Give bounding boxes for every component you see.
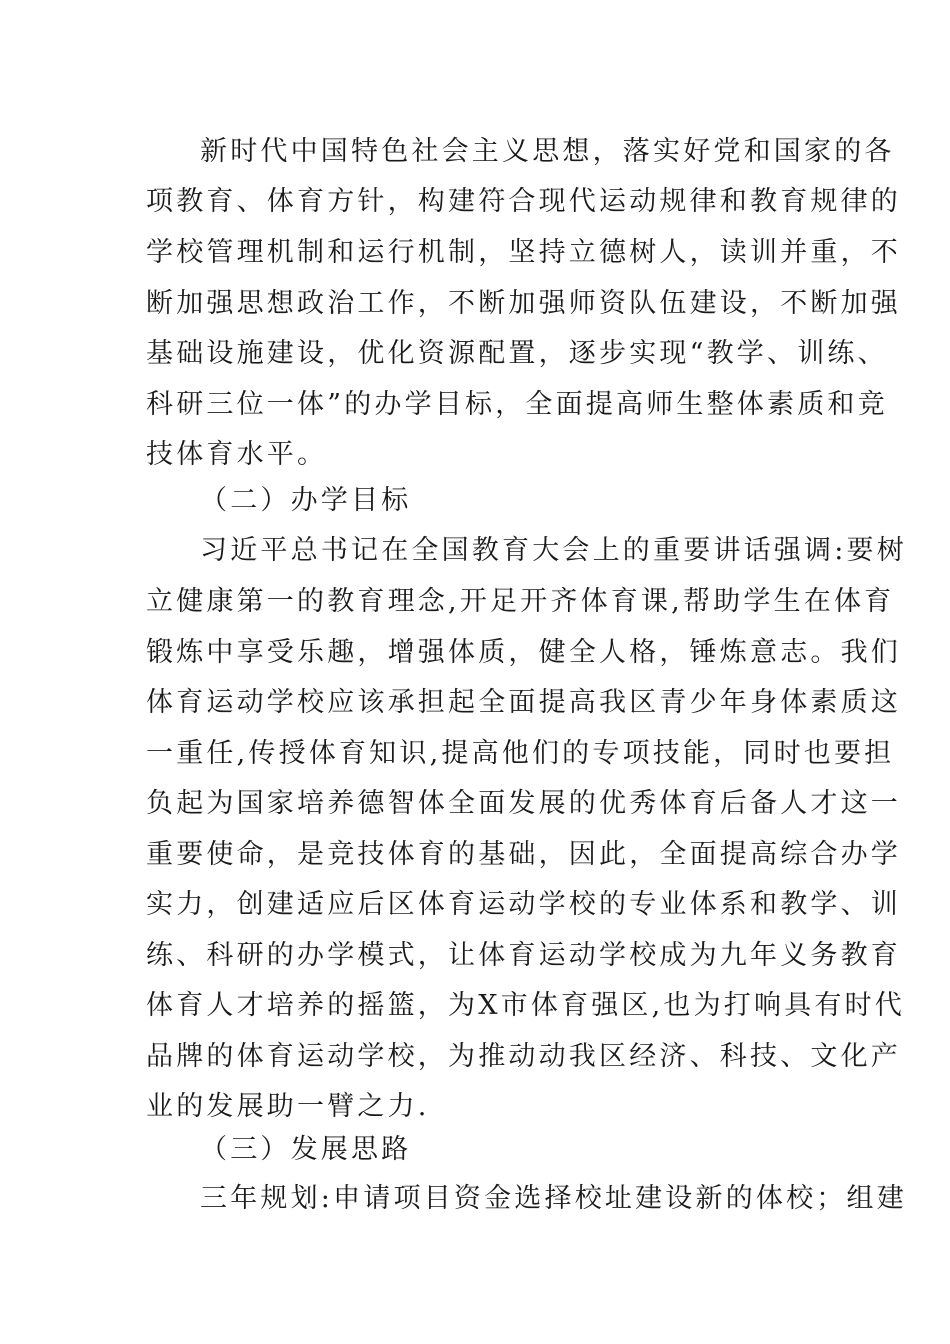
paragraph-line: 三年规划:申请项目资金选择校址建设新的体校；组建 [200, 1183, 907, 1214]
paragraph-line: 新时代中国特色社会主义思想，落实好党和国家的各 [200, 136, 895, 167]
paragraph-line: 基础设施建设，优化资源配置，逐步实现“教学、训练、 [146, 338, 888, 369]
paragraph-line: 项教育、体育方针，构建符合现代运动规律和教育规律的 [146, 186, 901, 217]
paragraph-line: 科研三位一体”的办学目标，全面提高师生整体素质和竞 [146, 389, 888, 420]
paragraph-line: 体育人才培养的摇篮，为X市体育强区,也为打响具有时代 [146, 990, 906, 1021]
paragraph-line: 技体育水平。 [146, 439, 328, 470]
paragraph-line: 品牌的体育运动学校，为推动动我区经济、科技、文化产 [146, 1041, 901, 1072]
paragraph-line: 负起为国家培养德智体全面发展的优秀体育后备人才这一 [146, 788, 901, 819]
paragraph-line: 一重任,传授体育知识,提高他们的专项技能，同时也要担 [146, 738, 895, 769]
paragraph-line: 断加强思想政治工作，不断加强师资队伍建设，不断加强 [146, 288, 901, 319]
paragraph-line: 练、科研的办学模式，让体育运动学校成为九年义务教育 [146, 940, 901, 971]
section-heading: （二）办学目标 [200, 485, 412, 516]
paragraph-line: 习近平总书记在全国教育大会上的重要讲话强调:要树 [200, 535, 907, 566]
paragraph-line: 实力，创建适应后区体育运动学校的专业体系和教学、训 [146, 889, 901, 920]
paragraph-line: 立健康第一的教育理念,开足开齐体育课,帮助学生在体育 [146, 586, 895, 617]
paragraph-line: 锻炼中享受乐趣，增强体质，健全人格，锤炼意志。我们 [146, 637, 901, 668]
paragraph-line: 体育运动学校应该承担起全面提高我区青少年身体素质这 [146, 687, 901, 718]
section-heading: （三）发展思路 [200, 1134, 412, 1165]
paragraph-line: 业的发展助一臂之力. [146, 1091, 430, 1122]
paragraph-line: 学校管理机制和运行机制，坚持立德树人，读训并重，不 [146, 237, 901, 268]
paragraph-line: 重要使命，是竞技体育的基础，因此，全面提高综合办学 [146, 839, 901, 870]
